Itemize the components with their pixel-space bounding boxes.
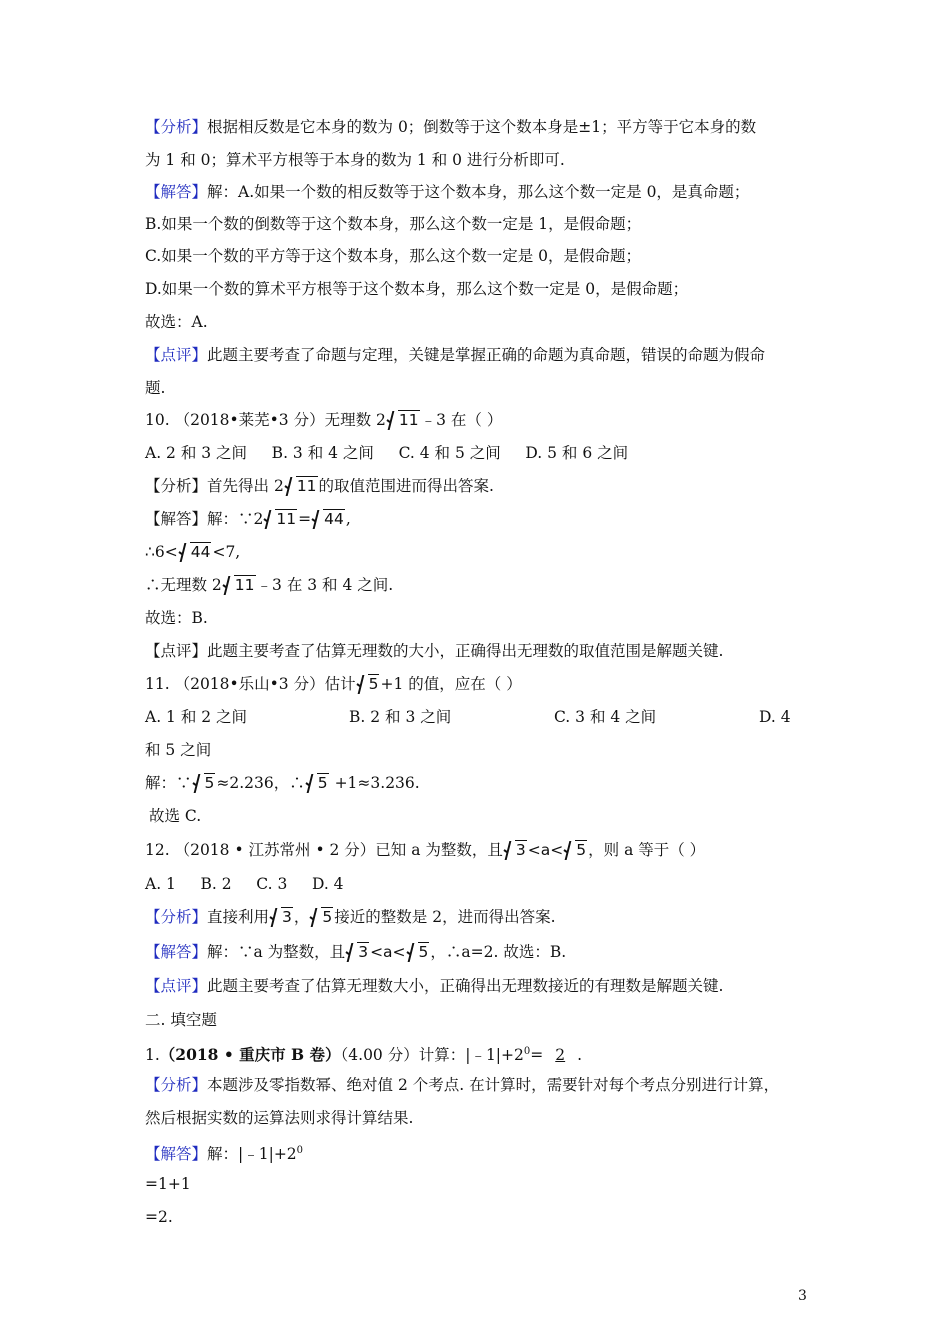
sqrt-symbol [346,942,369,962]
q10-step-post: <7, [212,543,241,561]
f1-analysis-line-1 [145,1075,779,1095]
sqrt-symbol [270,907,293,927]
q11-option-d: D. 4 [759,708,791,726]
sqrt-symbol [223,575,256,595]
analysis-tag: 【分析】 [145,477,208,495]
q10-answer-mid: = [298,510,312,528]
q12-analysis [145,907,556,927]
q12-inequality: <a< [527,841,564,859]
q9-option-d-reason: D.如果一个数的算术平方根等于这个数本身，那么这个数一定是 0，是假命题； [145,280,689,298]
section-title: 二. 填空题 [145,1011,217,1029]
q11-stem-post: +1 的值，应在（ ） [380,675,522,693]
q10-step [145,542,240,562]
q9-analysis-text-1: 根据相反数是它本身的数为 0；倒数等于这个数本身是±1；平方等于它本身的数 [207,118,757,136]
radicand: 5 [368,675,379,693]
radicand: 44 [324,510,344,528]
q9-comment-text: 此题主要考查了命题与定理，关键是掌握正确的命题为真命题，错误的命题为假命 [207,346,766,364]
radicand: 11 [398,411,419,429]
q10-analysis-post: 的取值范围进而得出答案. [318,477,494,495]
q10-answer-post: , [345,510,351,528]
f1-analysis-text: 本题涉及零指数幂、绝对值 2 个考点. 在计算时，需要针对每个考点分别进行计算， [207,1076,780,1094]
q12-answer-post: ，∴a=2. 故选：B. [430,943,567,961]
comment-tag: 【点评】 [145,642,208,660]
q12-analysis-post: 接近的整数是 2，进而得出答案. [334,908,556,926]
q10-concl-pre: ∴无理数 2 [145,576,222,594]
q10-answer [145,509,351,529]
q12-answer-pre: 解：∵a 为整数，且 [207,943,346,961]
sqrt-symbol [285,476,318,496]
sqrt-symbol [193,773,216,793]
comment-tag: 【点评】 [145,977,208,995]
answer-tag: 【解答】 [145,183,208,201]
q11-option-d-cont: 和 5 之间 [145,741,212,759]
page-number: 3 [798,1288,807,1304]
radicand: 3 [515,841,526,859]
sqrt-symbol [310,907,333,927]
radicand: 5 [576,841,587,859]
q9-option-b-reason: B.如果一个数的倒数等于这个数本身，那么这个数一定是 1，是假命题； [145,215,642,233]
q9-option-c-reason: C.如果一个数的平方等于这个数本身，那么这个数一定是 0，是假命题； [145,247,642,265]
q11-stem-pre: 11. （2018•乐山•3 分）估计 [145,675,356,693]
radicand: 5 [418,943,429,961]
sqrt-symbol [312,509,345,529]
q11-option-a: A. 1 和 2 之间 [145,708,248,726]
sqrt-symbol [564,840,587,860]
f1-answer-pre: 解：|﹣1|+2 [207,1145,297,1164]
q10-options: A. 2 和 3 之间 B. 3 和 4 之间 C. 4 和 5 之间 D. 5 和 6 之间 [145,444,629,462]
f1-number: 1. [145,1046,160,1065]
radicand: 5 [317,774,328,792]
sqrt-symbol [504,840,527,860]
answer-tag: 【解答】 [145,1145,208,1164]
q9-answer-text: 解：A.如果一个数的相反数等于这个数本身，那么这个数一定是 0，是真命题； [207,183,750,201]
q9-comment-line-1 [145,345,765,365]
q10-conclusion [145,575,393,595]
analysis-tag: 【分析】 [145,118,208,136]
q10-concl-post: ﹣3 在 3 和 4 之间. [256,576,394,594]
sqrt-symbol [387,410,420,430]
f1-answer [145,1141,303,1164]
radicand: 44 [190,543,211,561]
f1-equals: = [530,1046,544,1065]
q11-solution [145,773,420,793]
radicand: 3 [358,943,369,961]
q12-stem-pre: 12. （2018 • 江苏常州 • 2 分）已知 a 为整数，且 [145,841,503,859]
radicand: 11 [234,576,255,594]
q9-analysis-line-1 [145,117,756,137]
f1-step-2: =2. [145,1208,173,1226]
q11-option-b: B. 2 和 3 之间 [349,708,452,726]
sqrt-symbol [407,942,430,962]
radicand: 5 [204,774,215,792]
sqrt-symbol [264,509,297,529]
q12-comment [145,976,723,996]
q10-comment [145,641,723,661]
q12-comment-text: 此题主要考查了估算无理数大小，正确得出无理数接近的有理数是解题关键. [207,977,724,995]
answer-tag: 【解答】 [145,510,208,528]
radicand: 11 [296,477,317,495]
q10-answer-pre: 解：∵2 [207,510,264,528]
radicand: 11 [276,510,297,528]
q11-sol-post: +1≈3.236. [329,774,420,792]
q12-stem-post: ，则 a 等于（ ） [588,841,706,859]
answer-tag: 【解答】 [145,943,208,961]
f1-answer-exponent: 0 [296,1145,304,1156]
q9-analysis-line-2: 为 1 和 0；算术平方根等于本身的数为 1 和 0 进行分析即可. [145,151,565,169]
q11-choice: 故选 C. [149,807,202,825]
f1-tail: . [577,1046,583,1065]
f1-step-1: =1+1 [145,1175,191,1193]
q12-analysis-pre: 直接利用 [207,908,270,926]
q10-step-pre: ∴6< [145,543,178,561]
q11-sol-mid: ≈2.236，∴ [216,774,305,792]
q12-analysis-mid: ， [293,908,310,926]
q10-analysis [145,476,494,496]
q12-stem [145,840,705,860]
q11-stem [145,674,522,694]
q10-choice: 故选：B. [145,609,208,627]
radicand: 3 [282,908,292,926]
q10-stem-post: ﹣3 在（ ） [420,411,503,429]
q9-answer-line [145,182,749,202]
q12-options: A. 1 B. 2 C. 3 D. 4 [145,875,344,893]
q10-stem [145,410,502,430]
q9-comment-line-2: 题. [145,379,166,397]
f1-answer-blank: 2 [555,1046,566,1065]
q11-option-c: C. 3 和 4 之间 [554,708,657,726]
q10-stem-pre: 10. （2018•莱芜•3 分）无理数 2 [145,411,386,429]
f1-stem [145,1042,582,1065]
f1-analysis-line-2: 然后根据实数的运算法则求得计算结果. [145,1109,414,1127]
q12-answer [145,942,566,962]
q9-choice: 故选：A. [145,313,208,331]
comment-tag: 【点评】 [145,346,208,364]
analysis-tag: 【分析】 [145,908,208,926]
q12-answer-inequality: <a< [370,943,406,961]
f1-expression: （4.00 分）计算：|﹣1|+2 [340,1046,524,1065]
radicand: 5 [322,908,333,926]
q11-sol-pre: 解：∵ [145,774,192,792]
sqrt-symbol [179,542,212,562]
analysis-tag: 【分析】 [145,1076,208,1094]
f1-exponent: 0 [523,1046,531,1057]
q10-analysis-pre: 首先得出 2 [207,477,284,495]
sqrt-symbol [306,773,329,793]
sqrt-symbol [357,674,380,694]
f1-source: （2018 • 重庆市 B 卷） [159,1045,341,1065]
q10-comment-text: 此题主要考查了估算无理数的大小，正确得出无理数的取值范围是解题关键. [207,642,724,660]
